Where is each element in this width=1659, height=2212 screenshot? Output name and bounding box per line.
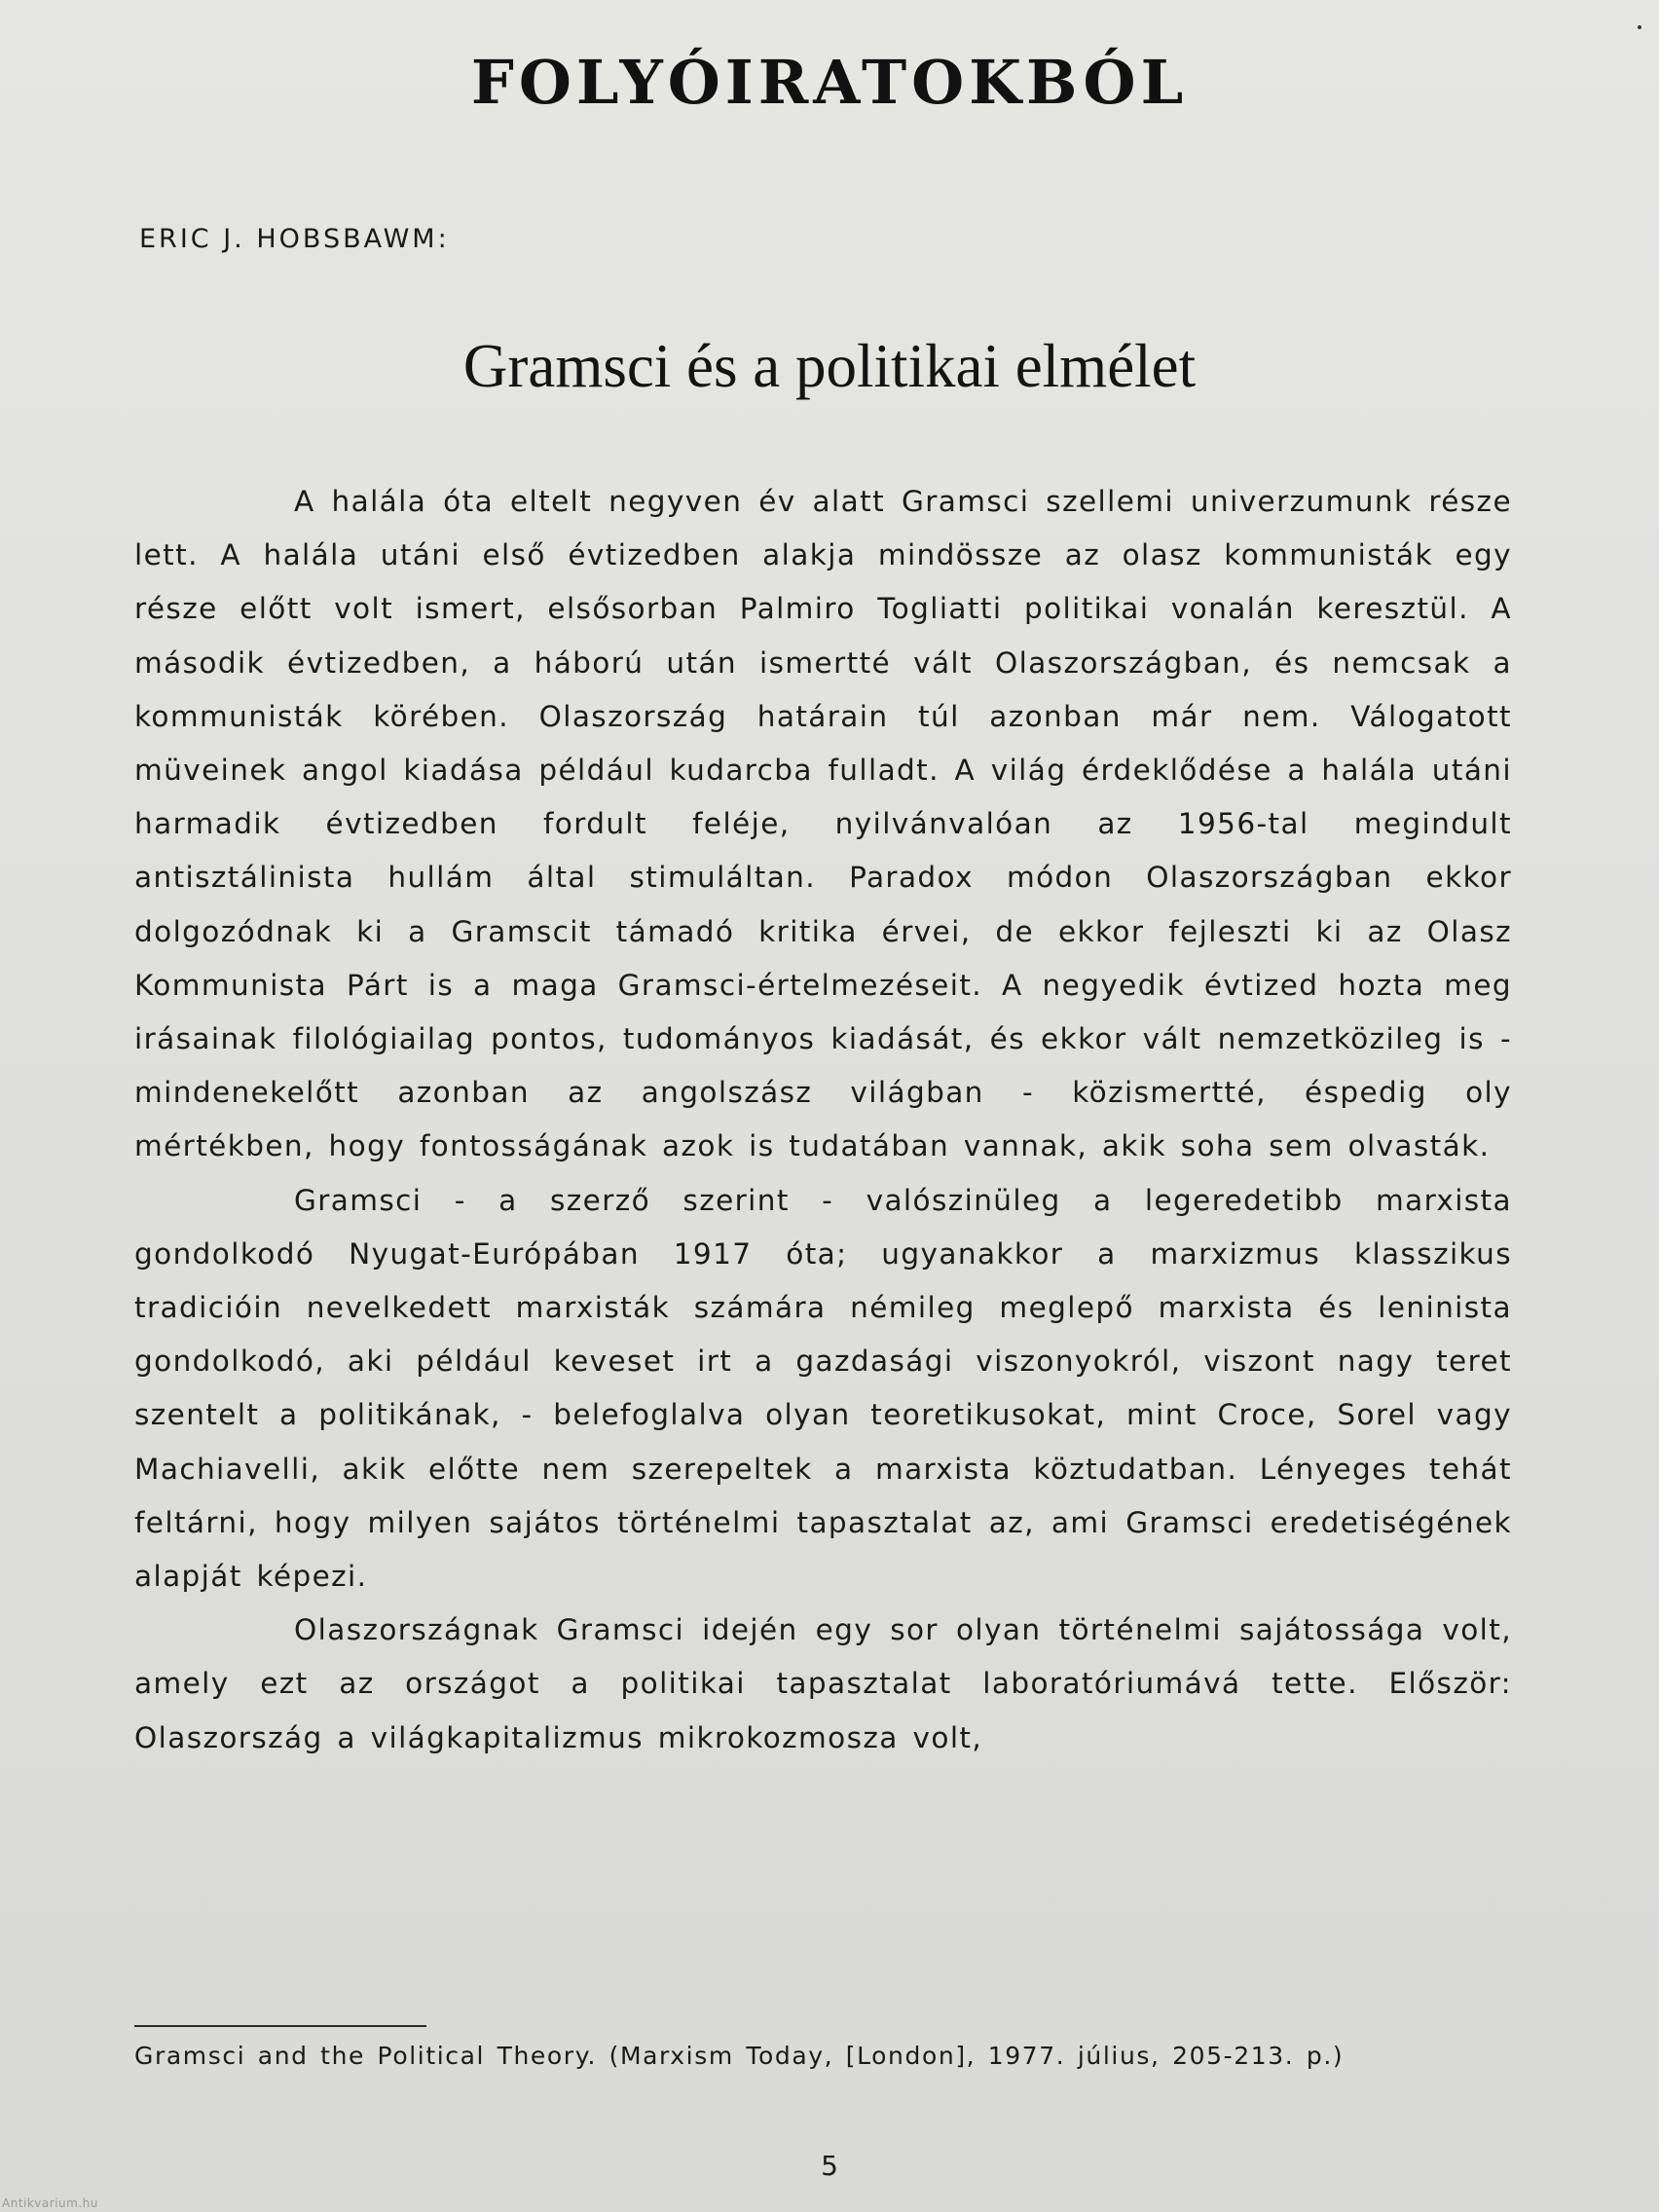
author-line: ERIC J. HOBSBAWM: — [139, 224, 450, 254]
page-number: 5 — [821, 2150, 838, 2182]
paragraph: A halála óta eltelt negyven év alatt Gramsci szellemi univerzumunk része lett. A halála utáni első évtizedben alakja mindössze az olasz kommunisták egy része előtt volt ismert, elsősorban Palmiro Togliatti politikai vonalán keresztül. A második évtizedben, a háború után ismertté vált Olaszországban, és nemcsak a kommunisták körében. Olaszország határain túl azonban már nem. Válogatott müveinek angol kiadása például kudarcba fulladt. A világ érdeklődése a halála utáni harmadik évtizedben fordult feléje, nyilvánvalóan az 1956-tal megindult antisztálinista hullám által stimuláltan. Paradox módon Olaszországban ekkor dolgozódnak ki a Gramscit támadó kritika érvei, de ekkor fejleszti ki az Olasz Kommunista Párt is a maga Gramsci-értelmezéseit. A negyedik évtized hozta meg irásainak filológiailag pontos, tudományos kiadását, és ekkor vált nemzetközileg is - mindenekelőtt azonban az angolszász világban - közismertté, éspedig oly mértékben, hogy fontosságának azok is tudatában vannak, akik soha sem olvasták. — [134, 485, 1512, 1163]
ink-speck — [1638, 25, 1641, 29]
paragraph: Gramsci - a szerző szerint - valószinüleg a legeredetibb marxista gondolkodó Nyugat-Európában 1917 óta; ugyanakkor a marxizmus klasszikus tradicióin nevelkedett marxisták számára némileg meglepő marxista és leninista gondolkodó, aki például keveset irt a gazdasági viszonyokról, viszont nagy teret szentelt a politikának, - belefoglalva olyan teoretikusokat, mint Croce, Sorel vagy Machiavelli, akik előtte nem szerepeltek a marxista köztudatban. Lényeges tehát feltárni, hogy milyen sajátos történelmi tapasztalat az, ami Gramsci eredetiségének alapját képezi. — [134, 1183, 1512, 1594]
watermark: Antikvarium.hu — [2, 2196, 98, 2210]
footnote: Gramsci and the Political Theory. (Marxism Today, [London], 1977. július, 205-213. p.) — [134, 2042, 1345, 2070]
article-body — [134, 475, 1512, 1765]
paragraph: Olaszországnak Gramsci idején egy sor olyan történelmi sajátossága volt, amely ezt az országot a politikai tapasztalat laboratóriumává tette. Először: Olaszország a világkapitalizmus mikrokozmosza volt, — [134, 1613, 1512, 1754]
footnote-divider — [134, 2025, 426, 2027]
article-title: Gramsci és a politikai elmélet — [462, 332, 1197, 400]
section-title: FOLYÓIRATOKBÓL — [470, 47, 1189, 118]
